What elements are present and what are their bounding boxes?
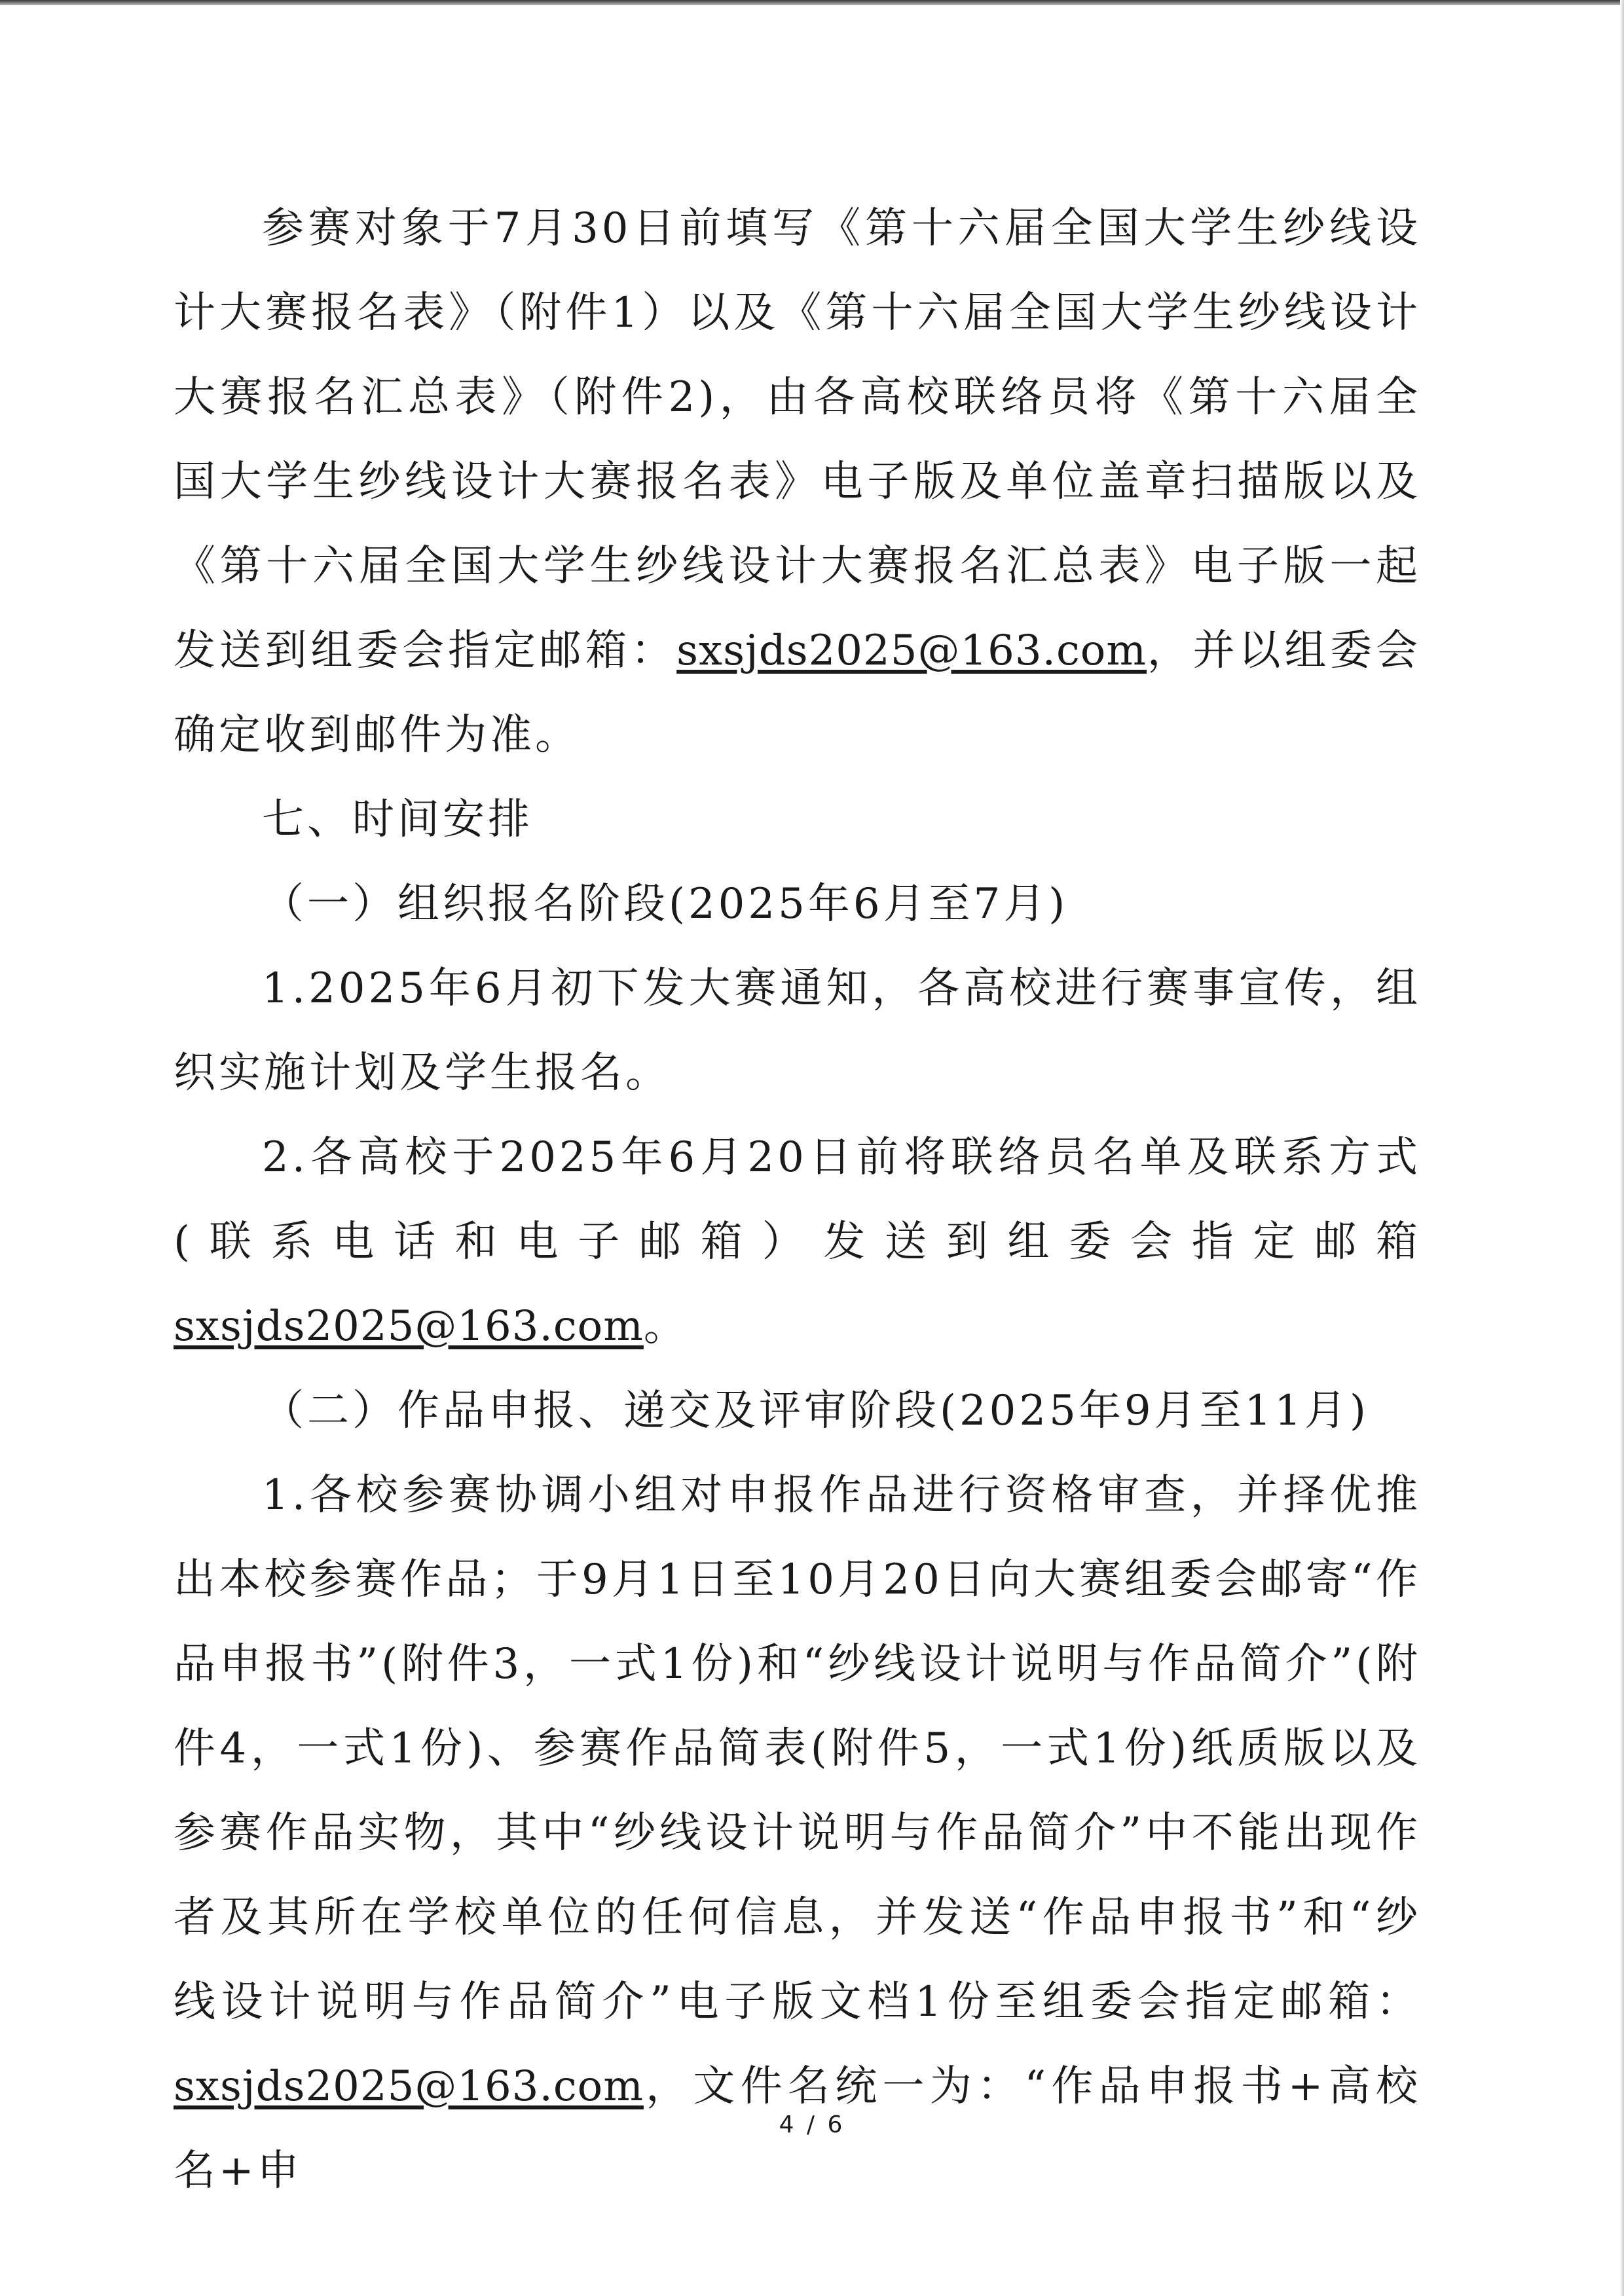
paragraph-text: ，并以组委会确定收到邮件为准。 — [174, 627, 1422, 759]
stage-1-item-2 — [174, 1116, 1421, 1369]
paragraph-text: 。 — [643, 1302, 689, 1351]
email-link[interactable]: sxsjds2025@163.com — [676, 627, 1147, 675]
email-link[interactable]: sxsjds2025@163.com — [174, 1302, 644, 1351]
section-7-heading — [174, 778, 1421, 862]
paragraph-text: 参赛对象于7月30日前填写《第十六届全国大学生纱线设计大赛报名表》（附件1）以及《第十六届全国大学生纱线设计大赛报名汇总表》（附件2)，由各高校联络员将《第十六届全国大学生纱线设计大赛报名表》电子版及单位盖章扫描版以及《第十六届全国大学生纱线设计大赛报名汇总表》电子版一起发送到组委会指定邮箱： — [174, 204, 1421, 675]
document-page — [174, 187, 1421, 2214]
stage-1-item-1 — [174, 947, 1421, 1116]
stage-2-item-1 — [174, 1453, 1421, 2214]
stage-2-heading — [174, 1369, 1421, 1453]
scan-right-edge — [1620, 0, 1624, 2296]
page-number: 4 / 6 — [779, 2111, 845, 2138]
paragraph-text: 1.各校参赛协调小组对申报作品进行资格审查，并择优推出本校参赛作品；于9月1日至10月20日向大赛组委会邮寄“作品申报书”(附件3，一式1份)和“纱线设计说明与作品简介”(附件4，一式1份)、参赛作品简表(附件5，一式1份)纸质版以及参赛作品实物，其中“纱线设计说明与作品简介”中不能出现作者及其所在学校单位的任何信息，并发送“作品申报书”和“纱线设计说明与作品简介”电子版文档1份至组委会指定邮箱： — [174, 1471, 1421, 2026]
stage-1-heading — [174, 862, 1421, 947]
scan-top-edge — [0, 0, 1624, 5]
paragraph-text: 2.各高校于2025年6月20日前将联络员名单及联系方式(联系电话和电子邮箱）发送到组委会指定邮箱 — [174, 1133, 1421, 1266]
paragraph-text: ，文件名统一为：“作品申报书+高校名+申 — [174, 2062, 1421, 2195]
heading-text: （二）作品申报、递交及评审阶段(2025年9月至11月) — [262, 1387, 1369, 1435]
email-link[interactable]: sxsjds2025@163.com — [174, 2062, 644, 2111]
heading-text: （一）组织报名阶段(2025年6月至7月) — [262, 880, 1069, 928]
paragraph-registration-submission — [174, 187, 1421, 778]
paragraph-text: 1.2025年6月初下发大赛通知，各高校进行赛事宣传，组织实施计划及学生报名。 — [174, 964, 1421, 1097]
heading-text: 七、时间安排 — [262, 795, 533, 844]
